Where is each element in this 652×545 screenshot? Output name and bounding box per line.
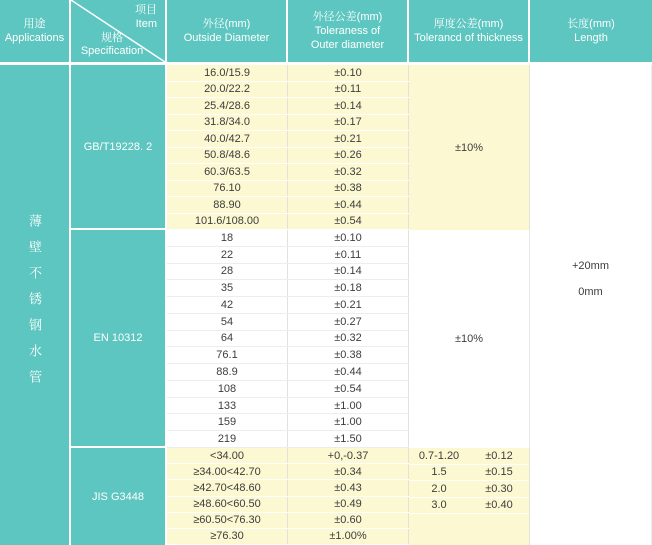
- jis-thickness-tolerance-cell: [409, 448, 530, 545]
- header-outside-diameter: [167, 0, 288, 62]
- header-length-zh: 长度(mm): [567, 17, 615, 30]
- table-row: [167, 148, 409, 165]
- od-tolerance-value: ±0.32: [288, 331, 409, 347]
- table-row: [167, 398, 409, 415]
- od-tolerance-value: ±0.26: [288, 148, 409, 164]
- od-value: ≥76.30: [167, 529, 288, 544]
- od-value: 76.10: [167, 181, 288, 197]
- table-row: [167, 381, 409, 398]
- od-tolerance-value: ±0.10: [288, 65, 409, 81]
- header-applications-zh: 用途: [23, 17, 46, 30]
- thickness-range: 2.0: [431, 482, 447, 495]
- header-item-zh: 项目: [135, 4, 157, 16]
- length-cell: [530, 65, 652, 545]
- od-value: 28: [167, 264, 288, 280]
- length-tolerance-lower: 0mm: [578, 286, 603, 298]
- header-thickness-tolerance-en: Tolerancd of thickness: [414, 32, 523, 44]
- table-row: [167, 414, 409, 431]
- table-row: [167, 347, 409, 364]
- od-value: <34.00: [167, 448, 288, 463]
- od-value: ≥48.60<60.50: [167, 497, 288, 512]
- table-row: [167, 214, 409, 231]
- table-row: [167, 513, 409, 529]
- table-row: [167, 247, 409, 264]
- header-item-en: Item: [135, 17, 157, 30]
- header-thickness-tolerance: [409, 0, 530, 62]
- od-value: 20.0/22.2: [167, 82, 288, 98]
- gb-thickness-tolerance-cell: [409, 65, 530, 230]
- od-value: 101.6/108.00: [167, 214, 288, 230]
- thickness-range: 3.0: [431, 499, 447, 512]
- header-specification-en: Specification: [80, 45, 144, 58]
- table-row: [167, 197, 409, 214]
- en-thickness-tolerance-value: ±10%: [454, 333, 484, 345]
- header-item: [135, 4, 157, 32]
- od-tolerance-value: ±0.11: [288, 82, 409, 98]
- od-value: 50.8/48.6: [167, 148, 288, 164]
- header-od-tolerance: [288, 0, 409, 62]
- table-row: [167, 230, 409, 247]
- od-tolerance-value: ±0.60: [288, 513, 409, 528]
- standard-jis-label: JIS G3448: [92, 490, 144, 503]
- table-row: [167, 314, 409, 331]
- od-value: 88.9: [167, 364, 288, 380]
- od-tolerance-value: ±0.54: [288, 214, 409, 230]
- od-tolerance-value: ±0.10: [288, 230, 409, 246]
- header-applications: [0, 0, 71, 62]
- od-value: 42: [167, 297, 288, 313]
- application-cell: [0, 65, 71, 545]
- od-tolerance-value: ±0.54: [288, 381, 409, 397]
- od-tolerance-value: ±1.00: [288, 398, 409, 414]
- od-tolerance-value: ±0.11: [288, 247, 409, 263]
- od-value: 108: [167, 381, 288, 397]
- thickness-row: [409, 465, 529, 482]
- standard-en-label: EN 10312: [93, 332, 143, 344]
- od-tolerance-value: ±0.21: [288, 131, 409, 147]
- od-tolerance-value: ±0.14: [288, 264, 409, 280]
- thickness-row: [409, 448, 529, 465]
- table-row: [167, 115, 409, 132]
- header-thickness-tolerance-zh: 厚度公差(mm): [433, 17, 504, 30]
- table-row: [167, 497, 409, 513]
- table-row: [167, 464, 409, 480]
- thickness-tolerance-value: ±0.12: [485, 449, 513, 462]
- thickness-range: 1.5: [431, 466, 447, 479]
- header-applications-en: Applications: [4, 32, 65, 44]
- table-row: [167, 181, 409, 198]
- table-row: [167, 331, 409, 348]
- table-row: [167, 480, 409, 496]
- od-tolerance-value: ±0.21: [288, 297, 409, 313]
- thickness-row: [409, 498, 529, 515]
- od-value: 133: [167, 398, 288, 414]
- od-tolerance-value: ±0.38: [288, 347, 409, 363]
- table-row: [167, 65, 409, 82]
- table-row: [167, 98, 409, 115]
- length-tolerance-upper: +20mm: [572, 260, 609, 272]
- header-length: [530, 0, 652, 62]
- thickness-row: [409, 481, 529, 498]
- od-value: 40.0/42.7: [167, 131, 288, 147]
- od-value: 54: [167, 314, 288, 330]
- od-tolerance-value: +0,-0.37: [288, 448, 409, 463]
- od-value: 219: [167, 431, 288, 447]
- header-outside-diameter-zh: 外径(mm): [202, 17, 251, 30]
- od-value: 64: [167, 331, 288, 347]
- header-specification: [73, 32, 151, 60]
- standard-gb-cell: [71, 65, 167, 230]
- od-value: 16.0/15.9: [167, 65, 288, 81]
- od-value: 35: [167, 280, 288, 296]
- standard-en-cell: [71, 230, 167, 448]
- table-row: [167, 264, 409, 281]
- en-thickness-tolerance-cell: [409, 230, 530, 448]
- od-value: 159: [167, 414, 288, 430]
- table-row: [167, 82, 409, 99]
- table-row: [167, 280, 409, 297]
- standard-jis-cell: [71, 448, 167, 545]
- table-row: [167, 448, 409, 464]
- header-specification-zh: 规格: [101, 31, 123, 44]
- thickness-tolerance-value: ±0.15: [485, 466, 513, 479]
- gb-thickness-tolerance-value: ±10%: [454, 141, 484, 154]
- od-tolerance-value: ±0.14: [288, 98, 409, 114]
- table-row: [167, 364, 409, 381]
- jis-rows: [167, 448, 409, 545]
- od-value: 18: [167, 230, 288, 246]
- od-value: 25.4/28.6: [167, 98, 288, 114]
- od-tolerance-value: ±0.49: [288, 497, 409, 512]
- header-od-tolerance-zh: 外径公差(mm): [312, 10, 383, 23]
- header-length-en: Length: [574, 32, 608, 44]
- od-tolerance-value: ±0.34: [288, 464, 409, 479]
- header-item-specification: [71, 0, 167, 62]
- od-tolerance-value: ±0.38: [288, 181, 409, 197]
- header-od-tolerance-en1: Toleraness of: [314, 24, 381, 37]
- od-value: ≥60.50<76.30: [167, 513, 288, 528]
- thickness-tolerance-value: ±0.30: [485, 482, 513, 495]
- od-tolerance-value: ±1.50: [288, 431, 409, 447]
- header-od-tolerance-en2: Outer diameter: [310, 39, 385, 52]
- od-tolerance-value: ±0.44: [288, 197, 409, 213]
- od-value: ≥42.70<48.60: [167, 480, 288, 495]
- table-row: [167, 164, 409, 181]
- od-value: 60.3/63.5: [167, 164, 288, 180]
- table-row: [167, 529, 409, 545]
- thickness-empty-cell: [409, 514, 529, 545]
- od-tolerance-value: ±0.27: [288, 314, 409, 330]
- table-row: [167, 431, 409, 448]
- od-value: 22: [167, 247, 288, 263]
- gb-rows: [167, 65, 409, 230]
- table-row: [167, 297, 409, 314]
- header-outside-diameter-en: Outside Diameter: [183, 32, 270, 44]
- od-tolerance-value: ±1.00%: [288, 529, 409, 544]
- en-rows: [167, 230, 409, 448]
- thickness-range: 0.7-1.20: [418, 449, 460, 462]
- od-tolerance-value: ±0.44: [288, 364, 409, 380]
- od-value: 76.1: [167, 347, 288, 363]
- od-tolerance-value: ±0.32: [288, 164, 409, 180]
- application-vertical-label: 薄壁不锈钢水管: [27, 214, 42, 396]
- standard-gb-label: GB/T19228. 2: [83, 140, 153, 153]
- od-value: 31.8/34.0: [167, 115, 288, 131]
- table-row: [167, 131, 409, 148]
- od-tolerance-value: ±0.18: [288, 280, 409, 296]
- od-tolerance-value: ±1.00: [288, 414, 409, 430]
- od-value: 88.90: [167, 197, 288, 213]
- od-value: ≥34.00<42.70: [167, 464, 288, 479]
- thickness-tolerance-value: ±0.40: [485, 499, 513, 512]
- od-tolerance-value: ±0.17: [288, 115, 409, 131]
- od-tolerance-value: ±0.43: [288, 480, 409, 495]
